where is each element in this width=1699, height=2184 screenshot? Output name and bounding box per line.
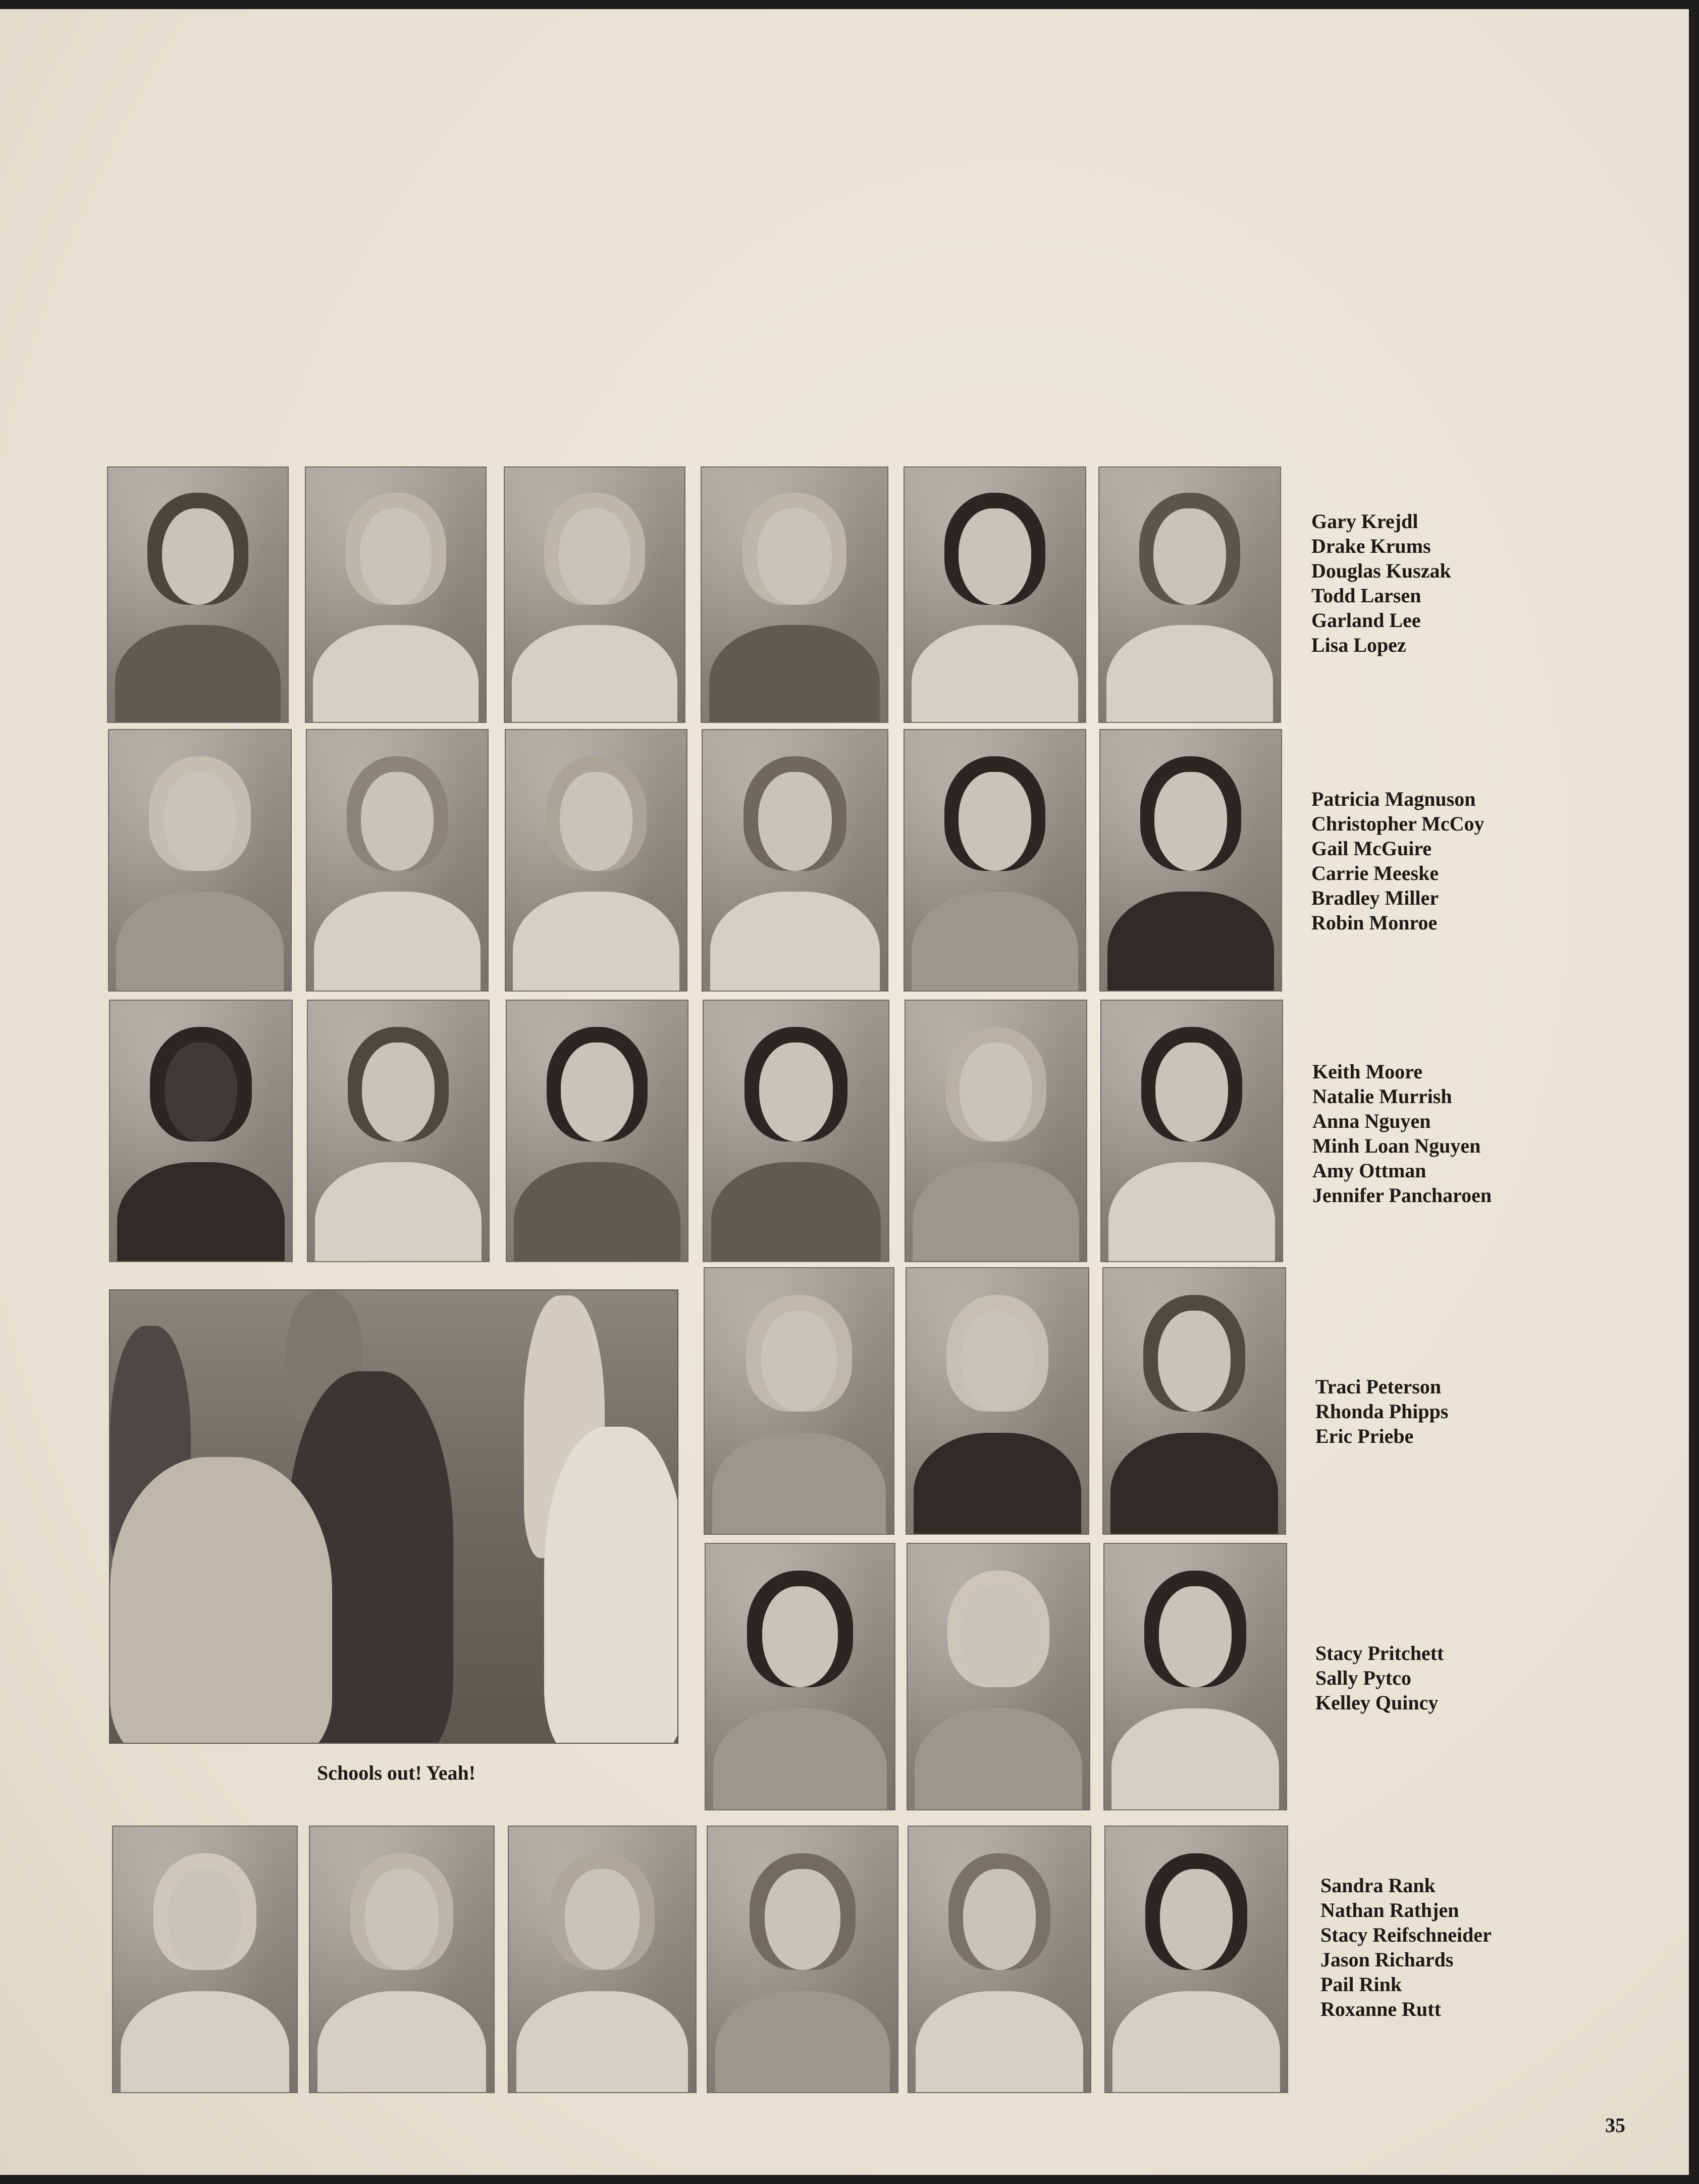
name-list <box>1315 1374 1448 1448</box>
student-name: Douglas Kuszak <box>1311 559 1451 582</box>
student-name: Stacy Pritchett <box>1315 1642 1444 1665</box>
yearbook-page <box>0 9 1689 2175</box>
student-name: Roxanne Rutt <box>1320 1998 1441 2020</box>
student-name: Carrie Meeske <box>1311 862 1439 885</box>
portrait-photo <box>112 1826 298 2093</box>
student-name: Jason Richards <box>1320 1948 1454 1971</box>
portrait-photo <box>702 729 888 992</box>
student-name: Todd Larsen <box>1311 584 1421 607</box>
student-name: Patricia Magnuson <box>1311 788 1476 810</box>
portrait-photo <box>1103 1543 1287 1810</box>
portrait-photo <box>107 466 289 723</box>
group-person <box>544 1427 678 1744</box>
portrait-photo <box>108 729 292 992</box>
portrait-photo <box>109 1000 293 1262</box>
portrait-photo <box>505 729 687 992</box>
portrait-photo <box>701 466 888 723</box>
portrait-photo <box>508 1826 697 2093</box>
student-name: Amy Ottman <box>1312 1159 1426 1182</box>
portrait-photo <box>309 1826 495 2093</box>
portrait-photo <box>908 1826 1091 2093</box>
portrait-photo <box>703 1000 889 1262</box>
student-name: Eric Priebe <box>1315 1425 1414 1447</box>
portrait-photo <box>1099 729 1282 992</box>
portrait-photo <box>1100 1000 1283 1262</box>
student-name: Bradley Miller <box>1311 887 1439 909</box>
student-name: Gail McGuire <box>1311 837 1432 860</box>
student-name: Pail Rink <box>1320 1973 1402 1996</box>
group-photo <box>109 1289 678 1744</box>
portrait-photo <box>307 1000 490 1262</box>
portrait-photo <box>707 1826 898 2093</box>
student-name: Sandra Rank <box>1320 1874 1436 1897</box>
student-name: Sally Pytco <box>1315 1667 1411 1689</box>
name-list <box>1312 1059 1492 1208</box>
name-list <box>1311 787 1484 935</box>
student-name: Natalie Murrish <box>1312 1085 1452 1108</box>
student-name: Minh Loan Nguyen <box>1312 1134 1481 1157</box>
portrait-photo <box>305 466 487 723</box>
student-name: Drake Krums <box>1311 535 1431 557</box>
student-name: Rhonda Phipps <box>1315 1400 1449 1423</box>
portrait-photo <box>1104 1826 1288 2093</box>
portrait-photo <box>906 1267 1089 1535</box>
student-name: Lisa Lopez <box>1311 634 1406 656</box>
portrait-photo <box>904 729 1086 992</box>
page-number: 35 <box>1605 2114 1625 2137</box>
student-name: Gary Krejdl <box>1311 510 1418 533</box>
name-list <box>1315 1641 1444 1715</box>
portrait-photo <box>1098 466 1281 723</box>
portrait-photo <box>904 466 1086 723</box>
portrait-photo <box>907 1543 1090 1810</box>
portrait-photo <box>506 1000 688 1262</box>
portrait-photo <box>704 1267 894 1535</box>
student-name: Stacy Reifschneider <box>1320 1923 1492 1946</box>
name-list <box>1311 509 1451 657</box>
student-name: Jennifer Pancharoen <box>1312 1184 1492 1207</box>
portrait-photo <box>504 466 685 723</box>
student-name: Nathan Rathjen <box>1320 1899 1459 1921</box>
student-name: Garland Lee <box>1311 609 1421 632</box>
student-name: Keith Moore <box>1312 1060 1423 1083</box>
portrait-photo <box>306 729 489 992</box>
student-name: Robin Monroe <box>1311 911 1438 934</box>
student-name: Kelley Quincy <box>1315 1691 1439 1714</box>
portrait-photo <box>905 1000 1087 1262</box>
portrait-photo <box>705 1543 895 1810</box>
student-name: Christopher McCoy <box>1311 812 1484 835</box>
portrait-photo <box>1102 1267 1286 1535</box>
group-person <box>110 1457 332 1744</box>
name-list <box>1320 1873 1492 2021</box>
student-name: Traci Peterson <box>1315 1375 1442 1398</box>
group-photo-caption: Schools out! Yeah! <box>317 1761 476 1784</box>
student-name: Anna Nguyen <box>1312 1110 1431 1132</box>
